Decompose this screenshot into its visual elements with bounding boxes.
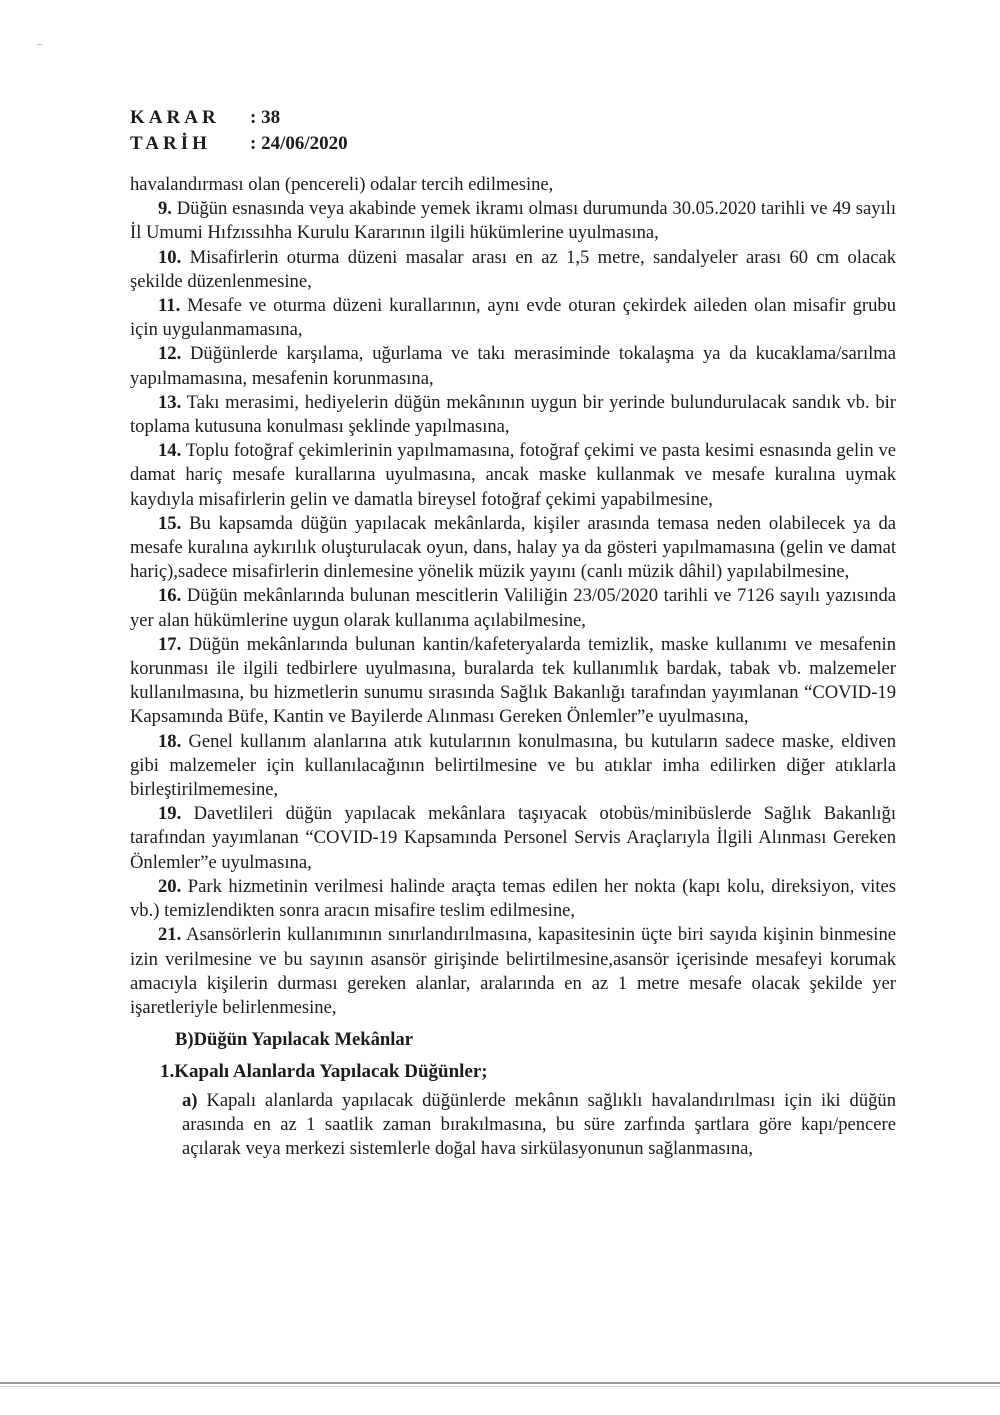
- subitem-a-label: a): [182, 1089, 198, 1111]
- list-item: [130, 584, 896, 632]
- item-number: 11.: [158, 295, 181, 317]
- item-text: Mesafe ve oturma düzeni kurallarının, aynı evde oturan çekirdek aileden olan misafir grubu için uygulanmamasına,: [130, 295, 896, 341]
- item-text: Takı merasimi, hediyelerin düğün mekânının uygun bir yerinde bulundurulacak sandık vb. bir toplama kutusuna konulması şeklinde yapılmasına,: [130, 391, 896, 438]
- item-number: 14.: [158, 440, 182, 462]
- item-text: Düğün esnasında veya akabinde yemek ikramı olması durumunda 30.05.2020 tarihli ve 49 sayılı İl Umumi Hıfzıssıhha Kurulu Kararının ilgili hükümlerine uyulmasına,: [130, 198, 896, 244]
- item-text: Park hizmetinin verilmesi halinde araçta temas edilen her nokta (kapı kolu, direksiyon, vites vb.) temizlendikten sonra aracın misafire teslim edilmesine,: [130, 875, 896, 922]
- tarih-label: TARİH: [130, 133, 211, 154]
- scan-edge-line-faint: [0, 1386, 1000, 1387]
- list-item: [130, 246, 896, 294]
- scan-speck: [37, 44, 42, 45]
- list-item: [130, 197, 896, 245]
- list-item: [130, 923, 896, 1020]
- list-item: [130, 294, 896, 342]
- karar-row: [130, 107, 281, 129]
- scan-edge-line: [0, 1382, 1000, 1384]
- list-item: [130, 512, 896, 585]
- document-body: [130, 173, 896, 1161]
- item-text: Düğün mekânlarında bulunan kantin/kafeteryalarda temizlik, maske kullanımı ve mesafenin korunması ile ilgili tedbirlere uyulmasına, buralarda tek kullanımlık bardak, tabak vb. malzemeler kullanılmasına, bu hizmetlerin sunumu sırasında Sağlık Bakanlığı tarafından yayımlanan “COVID-19 Kapsamında Büfe, Kantin ve Bayilerde Alınması Gereken Önlemler”e uyulmasına,: [130, 633, 896, 728]
- item-number: 10.: [158, 246, 182, 268]
- item-text: Genel kullanım alanlarına atık kutularının konulmasına, bu kutuların sadece maske, eldiven gibi malzemeler için kullanılacağının belirtilmesine ve bu atıklar imha edilirken diğer atıklarla birleştirilmemesine,: [130, 730, 896, 801]
- item-list: [130, 197, 896, 1020]
- list-item: [130, 391, 896, 439]
- subitem-a: [182, 1089, 896, 1162]
- item-text: Düğün mekânlarında bulunan mescitlerin Valiliğin 23/05/2020 tarihli ve 7126 sayılı yazısında yer alan hükümlerine uygun olarak kullanıma açılabilmesine,: [130, 585, 896, 631]
- item-text: Düğünlerde karşılama, uğurlama ve takı merasiminde tokalaşma ya da kucaklama/sarılma yapılmamasına, mesafenin korunmasına,: [130, 343, 896, 389]
- item-number: 21.: [158, 924, 182, 946]
- list-item: [130, 802, 896, 875]
- list-item: [130, 633, 896, 730]
- karar-value: : 38: [250, 107, 281, 128]
- item-text: Misafirlerin oturma düzeni masalar arası en az 1,5 metre, sandalyeler arası 60 cm olacak şekilde düzenlenmesine,: [130, 246, 896, 292]
- list-item: [130, 875, 896, 923]
- item-number: 20.: [158, 875, 182, 897]
- item-number: 17.: [158, 633, 182, 655]
- section-b-heading: B)Düğün Yapılacak Mekânlar: [175, 1029, 413, 1051]
- item-number: 15.: [158, 512, 182, 534]
- item-text: Bu kapsamda düğün yapılacak mekânlarda, kişiler arasında temasa neden olabilecek ya da mesafe kuralına aykırılık oluşturulacak oyun, dans, halay ya da gösteri yapılmamasına (gelin ve damat hariç),sadece misafirlerin dinlemesine yönelik müzik yayını (canlı müzik dâhil) yapılabilmesine,: [130, 512, 896, 583]
- item-number: 19.: [158, 803, 182, 825]
- item-text: Asansörlerin kullanımının sınırlandırılmasına, kapasitesinin üçte biri sayıda kişinin binmesine izin verilmesine ve bu sayının asansör girişinde belirtilmesine,asansör içerisinde mesafeyi korumak amacıyla kişilerin durması gereken alanlar, aralarında en az 1 metre mesafe olacak şekilde yer işaretleriyle belirlenmesine,: [130, 924, 896, 1018]
- list-item: [130, 439, 896, 512]
- item-number: 9.: [158, 198, 172, 220]
- subsection-1-heading: 1.Kapalı Alanlarda Yapılacak Düğünler;: [160, 1061, 488, 1083]
- list-item: [130, 730, 896, 803]
- list-item: [130, 342, 896, 390]
- subitem-a-text: Kapalı alanlarda yapılacak düğünlerde mekânın sağlıklı havalandırılması için iki düğün arasında en az 1 saatlik zaman bırakılmasına, bu süre zarfında şartlara göre kapı/pencere açılarak veya merkezi sistemlerle doğal hava sirkülasyonunun sağlanmasına,: [182, 1089, 897, 1159]
- item-number: 18.: [158, 730, 182, 752]
- item-number: 13.: [158, 391, 182, 413]
- intro-text: havalandırması olan (pencereli) odalar tercih edilmesine,: [130, 174, 554, 195]
- tarih-value: : 24/06/2020: [250, 133, 348, 154]
- item-text: Davetlileri düğün yapılacak mekânlara taşıyacak otobüs/minibüslerde Sağlık Bakanlığı tarafından yayımlanan “COVID-19 Kapsamında Personel Servis Araçlarıyla İlgili Alınması Gereken Önlemler”e uyulmasına,: [130, 803, 897, 873]
- karar-label: KARAR: [130, 107, 220, 128]
- item-number: 12.: [158, 343, 182, 365]
- item-number: 16.: [158, 585, 182, 607]
- tarih-row: [130, 133, 348, 155]
- item-text: Toplu fotoğraf çekimlerinin yapılmamasına, fotoğraf çekimi ve pasta kesimi esnasında gelin ve damat hariç mesafe kurallarına uyulmasına, ancak maske kullanmak ve mesafe kuralına uymak kaydıyla misafirlerin gelin ve damatla bireysel fotoğraf çekimi yapabilmesine,: [130, 440, 896, 510]
